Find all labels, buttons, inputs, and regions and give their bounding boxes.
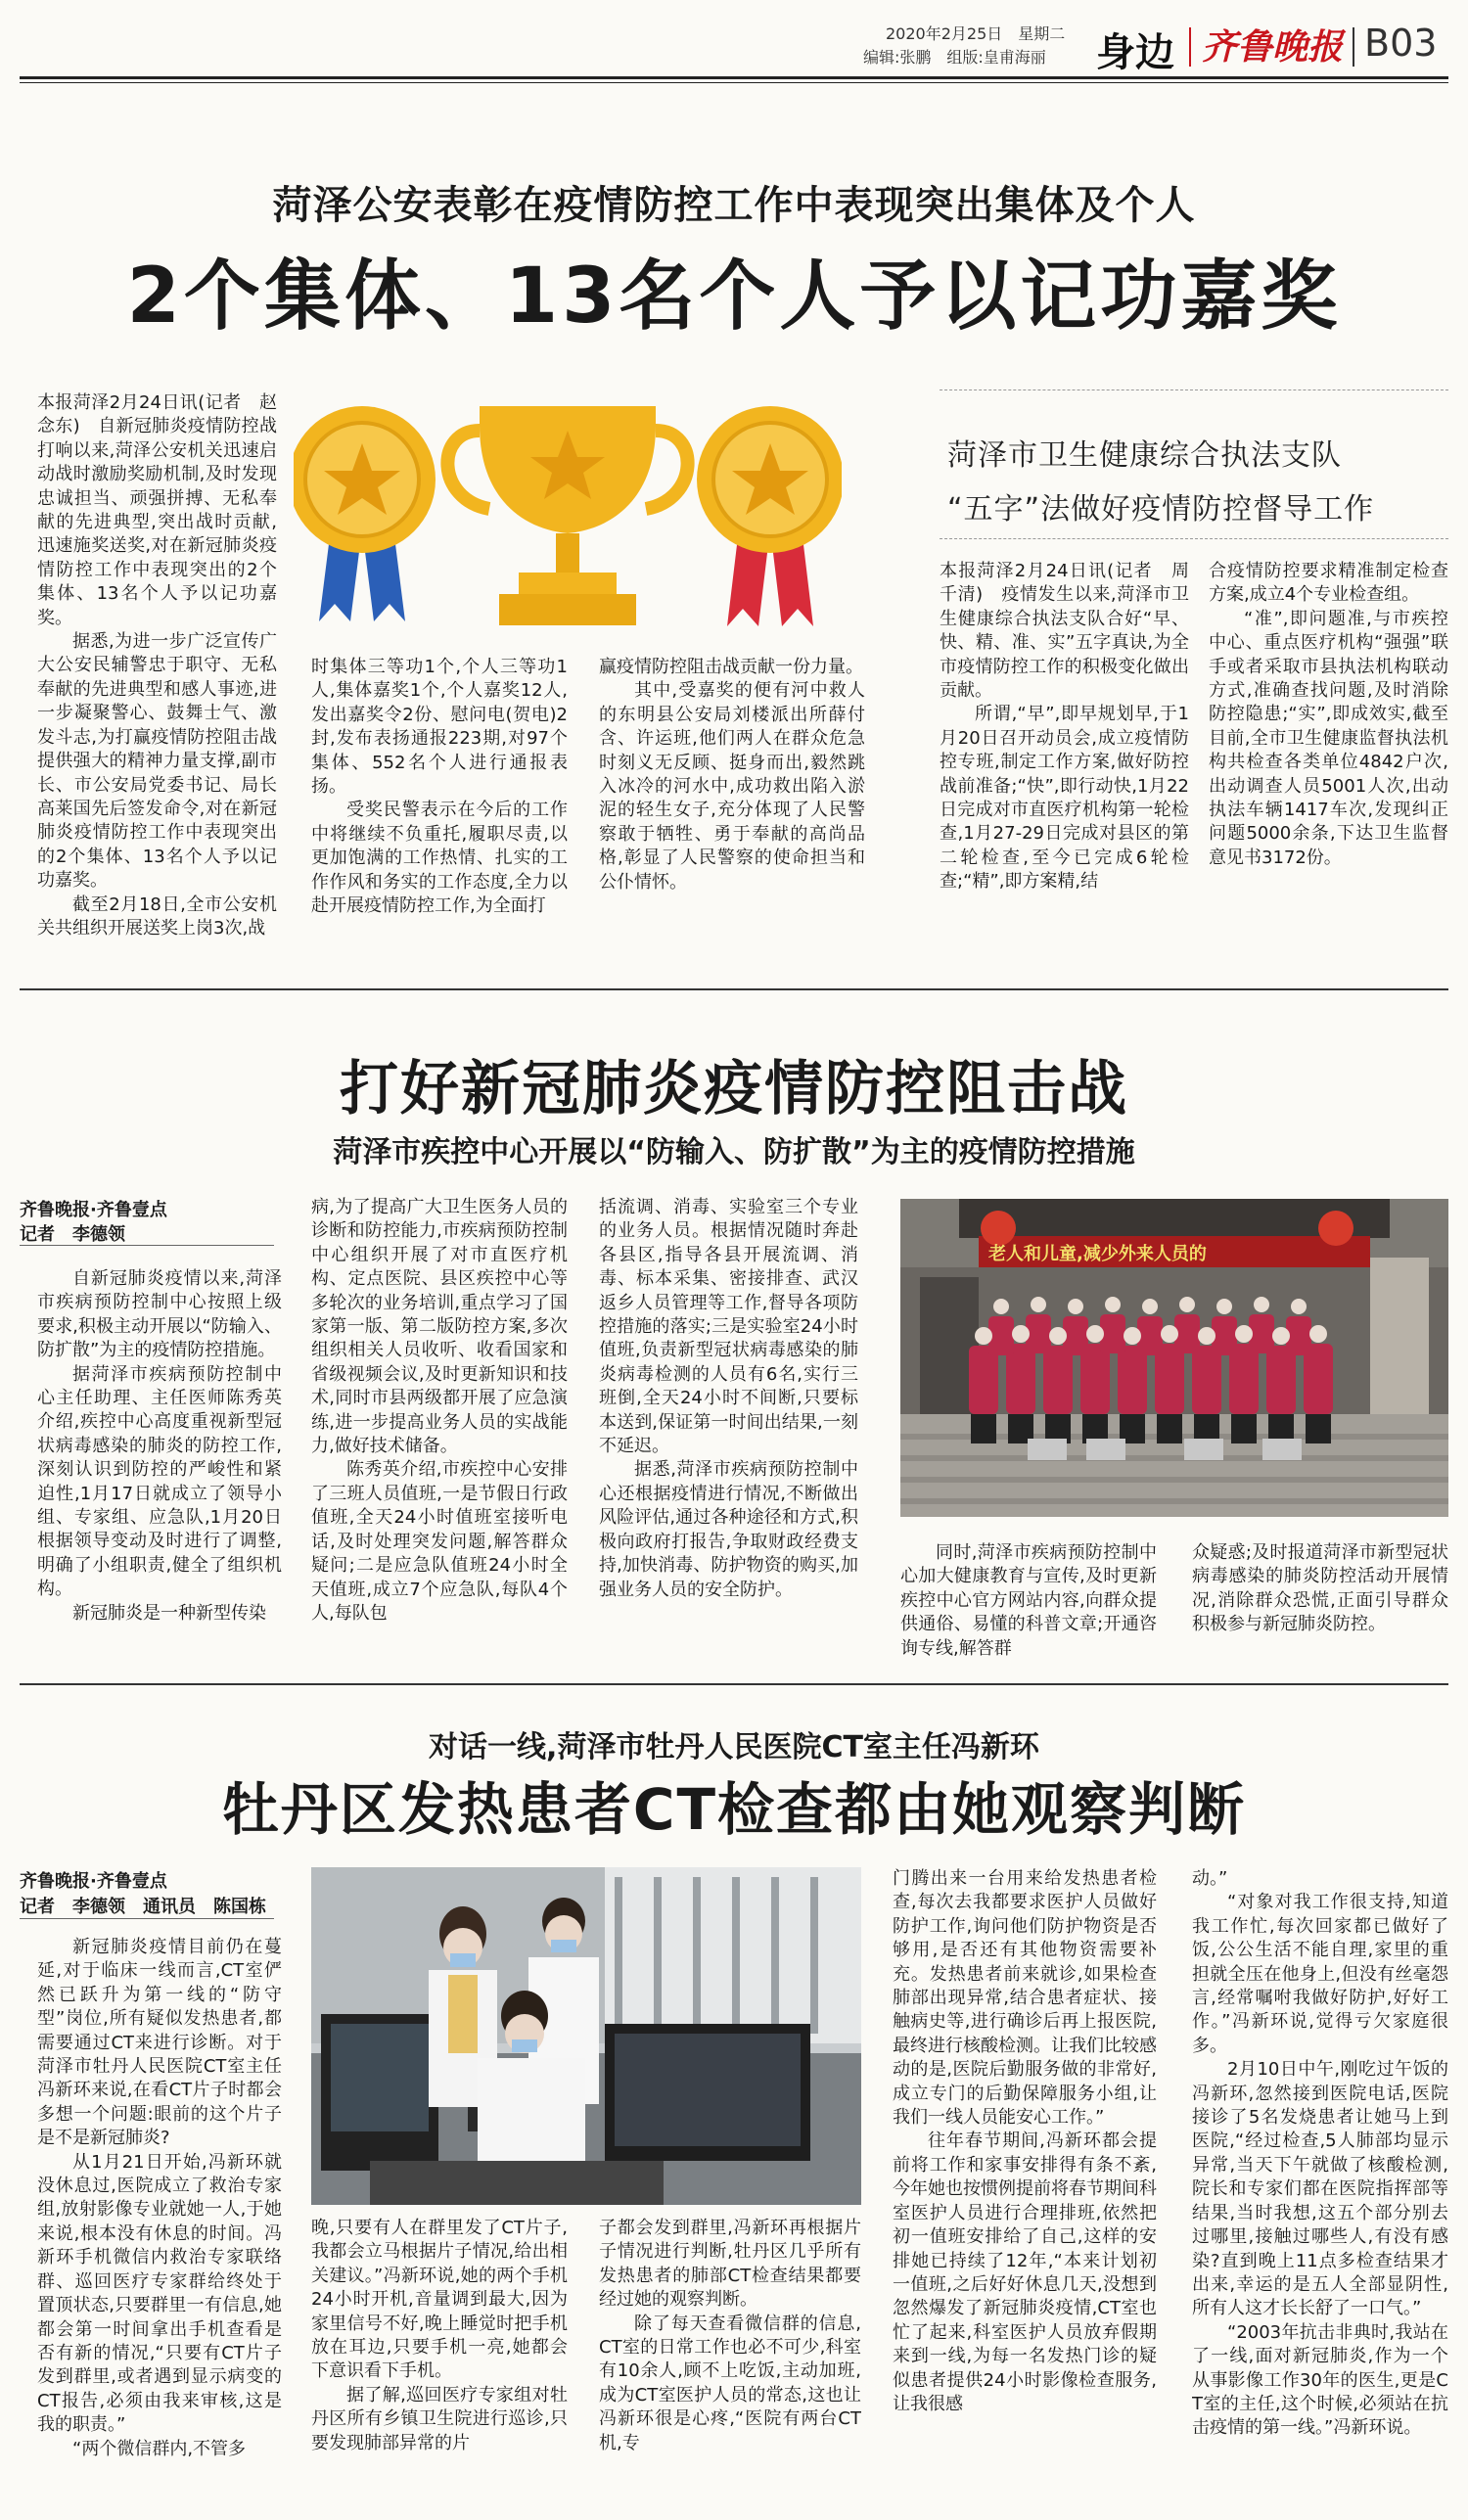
header-rule bbox=[20, 76, 1448, 79]
article4-paragraph: “2003年抗击非典时,我站在了一线,面对新冠肺炎,作为一个从事影像工作30年的医生,更是CT室的主任,这个时候,必须站在抗击疫情的第一线。”冯新环说。 bbox=[1192, 2321, 1448, 2439]
article2-paragraph: “准”,即问题准,与市疾控中心、重点医疗机构“强强”联手或者采取市县执法机构联动方式,准确查找问题,及时消除防控隐患;“实”,即成效实,截至目前,全市卫生健康监督执法机构共检查各类单位4842户次,出动调查人员5001人次,出动执法车辆1417车次,发现纠正问题5000余条,下达卫生监督意见书3172份。 bbox=[1209, 608, 1448, 868]
article2-title-line1: 菏泽市卫生健康综合执法支队 bbox=[947, 438, 1342, 473]
article1-paragraph: 受奖民警表示在今后的工作中将继续不负重托,履职尽责,以更加饱满的工作热情、扎实的工作作风和务实的工作态度,全力以赴开展疫情防控工作,为全面打 bbox=[311, 800, 568, 917]
article3-column-2 bbox=[311, 1196, 568, 1671]
article3-title: 打好新冠肺炎疫情防控阻击战 bbox=[340, 1055, 1128, 1123]
article3-paragraph: 病,为了提高广大卫生医务人员的诊断和防控能力,市疾病预防控制中心组织开展了对市直医疗机构、定点医院、县区疾控中心等多轮次的业务培训,重点学习了国家第一版、第二版防控方案,多次组织相关人员收听、收看国家和省级视频会议,及时更新知识和技术,同时市县两级都开展了应急演练,进一步提高业务人员的实战能力,做好技术储备。 bbox=[311, 1197, 568, 1457]
article4-paragraph: 子都会发到群里,冯新环再根据片子情况进行判断,牡丹区几乎所有发热患者的肺部CT检查结果都要经过她的观察判断。 bbox=[599, 2218, 861, 2311]
article1-paragraph: 据悉,为进一步广泛宣传广大公安民辅警忠于职守、无私奉献的先进典型和感人事迹,进一步凝聚警心、鼓舞士气、激发斗志,为打赢疫情防控阻击战提供强大的精神力量支撑,副市长、市公安局党委书记、局长高莱国先后签发命令,对在新冠肺炎疫情防控工作中表现突出的2个集体、13名个人予以记功嘉奖。 bbox=[37, 631, 277, 892]
article3-subtitle: 菏泽市疾控中心开展以“防输入、防扩散”为主的疫情防控措施 bbox=[333, 1135, 1135, 1169]
article4-column-1 bbox=[37, 1936, 282, 2513]
article4-paragraph: 2月10日中午,刚吃过午饭的冯新环,忽然接到医院电话,医院接诊了5名发烧患者让她马上到医院,“经过检查,5人肺部均显示异常,当天下午就做了核酸检测,院长和专家们都在医院指挥部等结果,当时我想,这五个部分别去过哪里,接触过哪些人,有没有感染?直到晚上11点多检查结果才出来,幸运的是五人全部显阴性,所有人这才长长舒了一口气。” bbox=[1192, 2059, 1448, 2319]
article4-paragraph: 晚,只要有人在群里发了CT片子,我都会立马根据片子情况,给出相关建议。”冯新环说,她的两个手机24小时开机,音量调到最大,因为家里信号不好,晚上睡觉时把手机放在耳边,只要手机一亮,她都会下意识看下手机。 bbox=[311, 2218, 568, 2382]
article4-kicker: 对话一线,菏泽市牡丹人民医院CT室主任冯新环 bbox=[429, 1730, 1039, 1764]
article4-paragraph: 往年春节期间,冯新环都会提前将工作和家事安排得有条不紊,今年她也按惯例提前将春节期间科室医护人员进行合理排班,依然把初一值班安排给了自己,这样的安排她已持续了12年,“本来计划初一值班,之后好好休息几天,没想到忽然爆发了新冠肺炎疫情,CT室也忙了起来,科室医护人员放弃假期来到一线,为每一名发热门诊的疑似患者提供24小时影像检查服务,让我很感 bbox=[893, 2131, 1157, 2414]
article4-byline-outlet: 齐鲁晚报·齐鲁壹点 bbox=[20, 1871, 167, 1892]
byline-rule bbox=[20, 1245, 274, 1246]
article4-column-2 bbox=[311, 2217, 568, 2510]
article4-paragraph: 动。” bbox=[1192, 1868, 1228, 1889]
article4-paragraph: 据了解,巡回医疗专家组对牡丹区所有乡镇卫生院进行巡诊,只要发现肺部异常的片 bbox=[311, 2384, 568, 2453]
article4-column-5 bbox=[1192, 1867, 1448, 2513]
ct-room-photo bbox=[311, 1867, 861, 2205]
article2-title-line2: “五字”法做好疫情防控督导工作 bbox=[947, 492, 1375, 527]
article2-paragraph: 所谓,“早”,即早规划早,于1月20日召开动员会,成立疫情防控专班,制定工作方案,做好防控战前准备;“快”,即行动快,1月22日完成对市直医疗机构第一轮检查,1月27-29日完成对县区的第二轮检查,至今已完成6轮检查;“精”,即方案精,结 bbox=[940, 704, 1189, 893]
article3-paragraph: 陈秀英介绍,市疾控中心安排了三班人员值班,一是节假日行政值班,全天24小时值班室接听电话,及时处理突发问题,解答群众疑问;二是应急队值班24小时全天值班,成立7个应急队,每队4个人,每队包 bbox=[311, 1459, 568, 1624]
article2-paragraph: 合疫情防控要求精准制定检查方案,成立4个专业检查组。 bbox=[1209, 561, 1448, 606]
article4-paragraph: “对象对我工作很支持,知道我工作忙,每次回家都已做好了饭,公公生活不能自理,家里的重担就全压在他身上,但没有丝毫怨言,经常嘱咐我做好防护,好好工作。”冯新环说,觉得亏欠家庭很多。 bbox=[1192, 1892, 1448, 2056]
header-editor: 编辑:张鹏 组版:皇甫海丽 bbox=[863, 48, 1046, 67]
article3-byline-outlet: 齐鲁晚报·齐鲁壹点 bbox=[20, 1200, 167, 1220]
article3-byline-reporter: 记者 李德领 bbox=[20, 1224, 125, 1245]
article3-paragraph: 括流调、消毒、实验室三个专业的业务人员。根据情况随时奔赴各县区,指导各县开展流调、消毒、标本采集、密接排查、武汉返乡人员管理等工作,督导各项防控措施的落实;三是实验室24小时值班,负责新型冠状病毒感染的肺炎病毒检测的人员有6名,实行三班倒,全天24小时不间断,只要标本送到,保证第一时间出结果,一刻不延迟。 bbox=[599, 1197, 858, 1457]
article2-top-rule bbox=[940, 389, 1448, 390]
section-rule bbox=[20, 1683, 1448, 1685]
article3-column-3 bbox=[599, 1196, 858, 1671]
article1-column-2 bbox=[311, 656, 568, 974]
header-rule-thin bbox=[20, 82, 1448, 83]
article4-column-3 bbox=[599, 2217, 861, 2510]
article3-paragraph: 据悉,菏泽市疾病预防控制中心还根据疫情进行情况,不断做出风险评估,通过各种途径和方式,积极向政府打报告,争取财政经费支持,加快消毒、防护物资的购买,加强业务人员的安全防护。 bbox=[599, 1459, 858, 1600]
article2-column-1 bbox=[940, 560, 1189, 951]
byline-rule bbox=[20, 1918, 274, 1919]
article3-column-1 bbox=[37, 1267, 282, 1669]
article1-column-1 bbox=[37, 391, 277, 974]
trophy-icon bbox=[447, 406, 687, 625]
article1-column-3 bbox=[599, 656, 865, 974]
photo-banner-text: 老人和儿童,减少外来人员的 bbox=[988, 1244, 1207, 1264]
article3-column-4 bbox=[900, 1541, 1157, 1669]
article4-paragraph: 除了每天查看微信群的信息,CT室的日常工作也必不可少,科室有10余人,顾不上吃饭,主动加班,成为CT室医护人员的常态,这也让冯新环很是心疼,“医院有两台CT机,专 bbox=[599, 2313, 861, 2453]
article3-paragraph: 众疑惑;及时报道菏泽市新型冠状病毒感染的肺炎防控活动开展情况,消除群众恐慌,正面引导群众积极参与新冠肺炎防控。 bbox=[1192, 1542, 1448, 1635]
article3-paragraph: 据菏泽市疾病预防控制中心主任助理、主任医师陈秀英介绍,疾控中心高度重视新型冠状病毒感染的肺炎的防控工作,深刻认识到防控的严峻性和紧迫性,1月17日就成立了领导小组、专家组、应急队,1月20日根据领导变动及时进行了调整,明确了小组职责,健全了组织机构。 bbox=[37, 1363, 282, 1600]
article1-paragraph: 其中,受嘉奖的便有河中救人的东明县公安局刘楼派出所薛付含、许运班,他们两人在群众危急时刻义无反顾、挺身而出,毅然跳入冰冷的河水中,成功救出陷入淤泥的轻生女子,充分体现了人民警察敢于牺牲、勇于奉献的高尚品格,彰显了人民警察的使命担当和公仆情怀。 bbox=[599, 680, 865, 893]
article2-title-rule bbox=[940, 538, 1448, 539]
page-header bbox=[0, 0, 1468, 78]
header-date: 2020年2月25日 星期二 bbox=[886, 24, 1066, 43]
medical-team-photo bbox=[900, 1199, 1448, 1517]
article4-paragraph: 从1月21日开始,冯新环就没休息过,医院成立了救治专家组,放射影像专业就她一人,于她来说,根本没有休息的时间。冯新环手机微信内救治专家联络群、巡回医疗专家群给终处于置顶状态,只要群里一有信息,她都会第一时间拿出手机查看是否有新的情况,“只要有CT片子发到群里,或者遇到显示病变的CT报告,必须由我来审核,这是我的职责。” bbox=[37, 2151, 282, 2436]
article3-paragraph: 同时,菏泽市疾病预防控制中心加大健康教育与宣传,及时更新疾控中心官方网站内容,向群众提供通俗、易懂的科普文章;开通咨询专线,解答群 bbox=[900, 1542, 1157, 1659]
article2-column-2 bbox=[1209, 560, 1448, 951]
article4-paragraph: “两个微信群内,不管多 bbox=[72, 2438, 247, 2459]
article4-title: 牡丹区发热患者CT检查都由她观察判断 bbox=[221, 1776, 1247, 1843]
paper-logo: 齐鲁晚报 bbox=[1202, 26, 1344, 68]
article2-lead: 本报菏泽2月24日讯(记者 周千清) 疫情发生以来,菏泽市卫生健康综合执法支队合好“早、快、精、准、实”五字真诀,为全市疫情防控工作的积极变化做出贡献。 bbox=[940, 561, 1189, 702]
article4-byline-reporters: 记者 李德领 通讯员 陈国栋 bbox=[20, 1897, 266, 1917]
page-number: B03 bbox=[1364, 22, 1438, 65]
header-divider-2 bbox=[1353, 27, 1354, 67]
article3-column-5 bbox=[1192, 1541, 1448, 1669]
section-rule bbox=[20, 988, 1448, 990]
header-section: 身边 bbox=[1096, 30, 1174, 75]
red-ribbon-medal-icon bbox=[697, 406, 842, 626]
article1-kicker: 菏泽公安表彰在疫情防控工作中表现突出集体及个人 bbox=[272, 183, 1196, 228]
article4-paragraph: 新冠肺炎疫情目前仍在蔓延,对于临床一线而言,CT室俨然已跃升为第一线的“防守型”岗位,所有疑似发热患者,都需要通过CT来进行诊断。对于菏泽市牡丹人民医院CT室主任冯新环来说,在看CT片子时都会多想一个问题:眼前的这个片子是不是新冠肺炎? bbox=[37, 1937, 282, 2149]
article1-paragraph: 截至2月18日,全市公安机关共组织开展送奖上岗3次,战 bbox=[37, 893, 277, 939]
article1-title: 2个集体、13名个人予以记功嘉奖 bbox=[126, 252, 1342, 341]
article3-paragraph: 新冠肺炎是一种新型传染 bbox=[72, 1602, 266, 1624]
article1-paragraph: 赢疫情防控阻击战贡献一份力量。 bbox=[599, 657, 863, 677]
article3-paragraph: 自新冠肺炎疫情以来,菏泽市疾病预防控制中心按照上级要求,积极主动开展以“防输入、防扩散”为主的疫情防控措施。 bbox=[37, 1268, 282, 1361]
header-divider bbox=[1189, 27, 1191, 67]
gold-medal-icon bbox=[294, 406, 436, 621]
article4-paragraph: 门腾出来一台用来给发热患者检查,每次去我都要求医护人员做好防护工作,询问他们防护物资是否够用,是否还有其他物资需要补充。发热患者前来就诊,如果检查肺部出现异常,结合患者症状、接触病史等,进行确诊后再上报医院,最终进行核酸检测。让我们比较感动的是,医院后勤服务做的非常好,成立专门的后勤保障服务小组,让我们一线人员能安心工作。” bbox=[893, 1868, 1157, 2129]
award-illustration bbox=[294, 387, 842, 641]
article4-column-4 bbox=[893, 1867, 1157, 2513]
article1-paragraph: 时集体三等功1个,个人三等功1人,集体嘉奖1个,个人嘉奖12人,发出嘉奖令2份、慰问电(贺电)2封,发布表扬通报223期,对97个集体、552名个人进行通报表扬。 bbox=[311, 657, 568, 798]
article1-lead: 本报菏泽2月24日讯(记者 赵念东) 自新冠肺炎疫情防控战打响以来,菏泽公安机关迅速启动战时激励奖励机制,及时发现忠诚担当、顽强拼搏、无私奉献的先进典型,突出战时贡献,迅速施奖送奖,对在新冠肺炎疫情防控工作中表现突出的2个集体、13名个人予以记功嘉奖。 bbox=[37, 392, 277, 628]
